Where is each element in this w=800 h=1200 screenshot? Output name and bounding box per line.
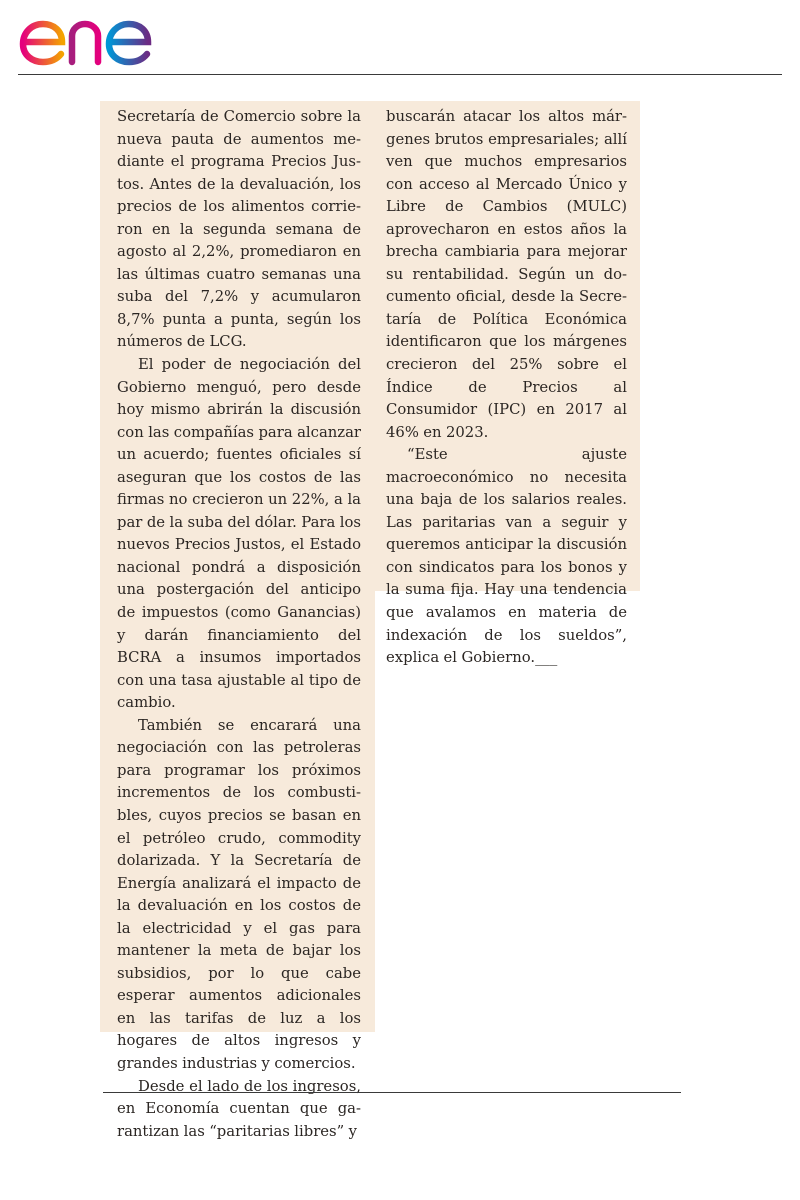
paragraph: buscarán atacar los altos márgenes brutos empresariales; allí ven que muchos empresarios con acceso al Mercado Único y Libre de Cambios (MULC) aprovecharon en estos años la brecha cambiaria para mejorar su rentabilidad. Según un documento oficial, desde la Secretaría de Política Económica identificaron que los márgenes crecieron del 25% sobre el Índice de Precios al Consumidor (IPC) en 2017 al 46% en 2023. <box>386 108 627 441</box>
paragraph: El poder de negociación del Gobierno menguó, pero desde hoy mismo abrirán la discusión con las compañías para alcanzar un acuerdo; fuentes oficiales sí aseguran que los costos de las firmas no crecieron un 22%, a la par de la suba del dólar. Para los nuevos Precios Justos, el Estado nacional pondrá a disposición una postergación del anticipo de impuestos (como Ganancias) y darán financiamiento del BCRA a insumos importados con una tasa ajustable al tipo de cambio. <box>117 356 361 712</box>
paragraph: “Este ajuste macroeconómico no necesita una baja de los salarios reales. Las paritarias van a seguir y queremos anticipar la discusión con sindicatos para los bonos y la suma fija. Hay una tendencia que avalamos en materia de indexación de los sueldos”, explica el Gobierno.___ <box>386 446 627 667</box>
article-column-left <box>100 101 375 1140</box>
enel-logo-mark <box>18 6 188 68</box>
paragraph: También se encarará una negociación con las petroleras para programar los próximos incrementos de los combustibles, cuyos precios se basan en el petróleo crudo, commodity dolarizada. Y la Secretaría de Energía analizará el impacto de la devaluación en los costos de la electricidad y el gas para mantener la meta de bajar los subsidios, por lo que cabe esperar aumentos adicionales en las tarifas de luz a los hogares de altos ingresos y grandes industrias y comercios. <box>117 716 361 1072</box>
header-divider <box>18 74 782 75</box>
paragraph: Secretaría de Comercio sobre la nueva pauta de aumentos mediante el programa Precios Justos. Antes de la devaluación, los precios de los alimentos corrieron en la segunda semana de agosto al 2,2%, promediaron en las últimas cuatro semanas una suba del 7,2% y acumularon 8,7% punta a punta, según los números de LCG. <box>117 108 361 351</box>
footer-divider <box>103 1092 681 1093</box>
paragraph: Desde el lado de los ingresos, en Economía cuentan que garantizan las “paritarias libres” y <box>117 1077 361 1140</box>
enel-logo <box>18 6 188 72</box>
article-column-right <box>375 101 640 667</box>
